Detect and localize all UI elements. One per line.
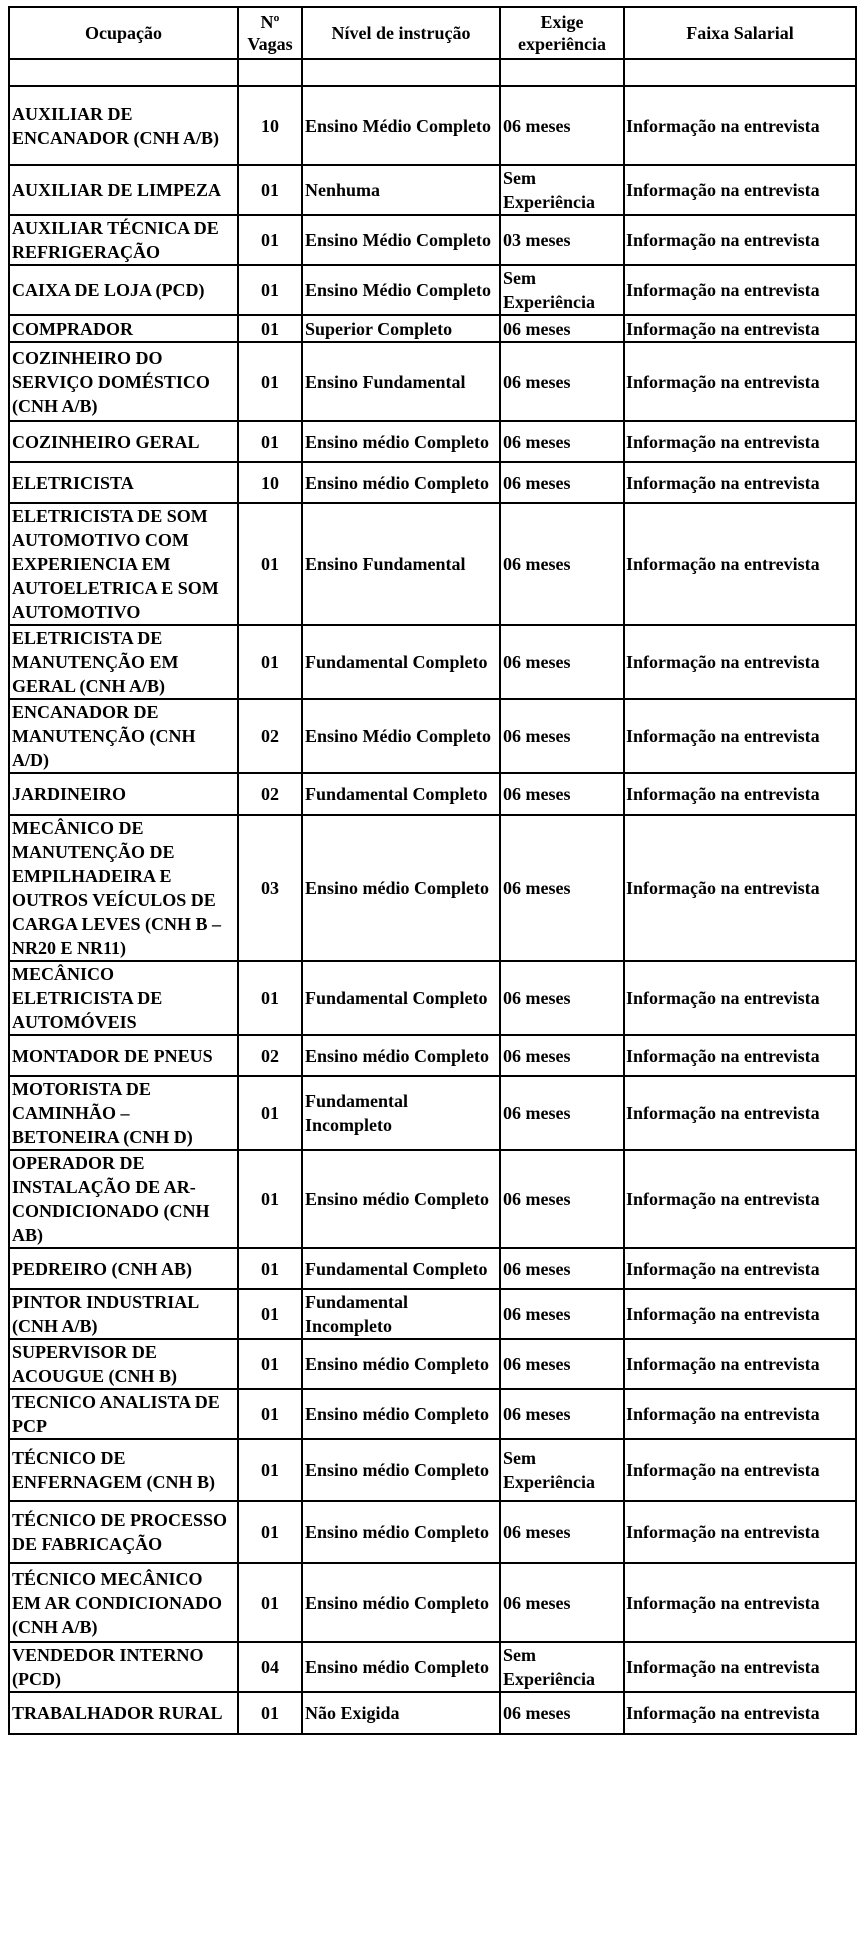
cell-vagas: 01 xyxy=(238,625,302,699)
cell-salario: Informação na entrevista xyxy=(624,1439,856,1501)
cell-experiencia: 06 meses xyxy=(500,86,624,165)
cell-ocupacao: MOTORISTA DE CAMINHÃO – BETONEIRA (CNH D) xyxy=(9,1076,238,1150)
cell-ocupacao: VENDEDOR INTERNO (PCD) xyxy=(9,1642,238,1692)
header-salario: Faixa Salarial xyxy=(624,7,856,59)
cell-ocupacao: TECNICO ANALISTA DE PCP xyxy=(9,1389,238,1439)
cell-vagas: 02 xyxy=(238,699,302,773)
table-row xyxy=(9,1289,856,1339)
cell-nivel: Ensino Médio Completo xyxy=(302,86,500,165)
cell-salario: Informação na entrevista xyxy=(624,1563,856,1642)
cell-salario: Informação na entrevista xyxy=(624,699,856,773)
blank-row xyxy=(9,59,856,86)
cell-nivel: Ensino médio Completo xyxy=(302,1389,500,1439)
cell-vagas: 01 xyxy=(238,215,302,265)
table-row xyxy=(9,165,856,215)
cell-experiencia: 06 meses xyxy=(500,773,624,815)
cell-experiencia: 06 meses xyxy=(500,1563,624,1642)
cell-salario: Informação na entrevista xyxy=(624,773,856,815)
table-row xyxy=(9,462,856,503)
cell-nivel: Ensino médio Completo xyxy=(302,1150,500,1248)
cell-experiencia: 06 meses xyxy=(500,1150,624,1248)
cell-vagas: 10 xyxy=(238,462,302,503)
blank-cell xyxy=(302,59,500,86)
cell-experiencia: Sem Experiência xyxy=(500,1642,624,1692)
cell-experiencia: 06 meses xyxy=(500,815,624,961)
cell-experiencia: 06 meses xyxy=(500,1035,624,1076)
cell-ocupacao: ELETRICISTA xyxy=(9,462,238,503)
cell-experiencia: 06 meses xyxy=(500,315,624,342)
header-vagas: Nº Vagas xyxy=(238,7,302,59)
cell-nivel: Ensino Fundamental xyxy=(302,342,500,421)
cell-ocupacao: MECÂNICO ELETRICISTA DE AUTOMÓVEIS xyxy=(9,961,238,1035)
cell-ocupacao: AUXILIAR DE ENCANADOR (CNH A/B) xyxy=(9,86,238,165)
table-row xyxy=(9,1692,856,1734)
cell-nivel: Ensino médio Completo xyxy=(302,1439,500,1501)
table-row xyxy=(9,215,856,265)
cell-vagas: 02 xyxy=(238,773,302,815)
table-row xyxy=(9,1439,856,1501)
cell-salario: Informação na entrevista xyxy=(624,961,856,1035)
cell-experiencia: Sem Experiência xyxy=(500,165,624,215)
cell-nivel: Ensino Médio Completo xyxy=(302,265,500,315)
cell-experiencia: 06 meses xyxy=(500,1289,624,1339)
cell-experiencia: 06 meses xyxy=(500,1248,624,1289)
cell-experiencia: 06 meses xyxy=(500,625,624,699)
cell-nivel: Ensino Médio Completo xyxy=(302,215,500,265)
cell-vagas: 01 xyxy=(238,165,302,215)
cell-salario: Informação na entrevista xyxy=(624,265,856,315)
cell-ocupacao: ELETRICISTA DE MANUTENÇÃO EM GERAL (CNH A/B) xyxy=(9,625,238,699)
cell-experiencia: 06 meses xyxy=(500,1692,624,1734)
table-row xyxy=(9,315,856,342)
cell-nivel: Nenhuma xyxy=(302,165,500,215)
cell-ocupacao: TÉCNICO MECÂNICO EM AR CONDICIONADO (CNH A/B) xyxy=(9,1563,238,1642)
cell-vagas: 02 xyxy=(238,1035,302,1076)
cell-nivel: Fundamental Completo xyxy=(302,625,500,699)
cell-ocupacao: JARDINEIRO xyxy=(9,773,238,815)
cell-vagas: 01 xyxy=(238,315,302,342)
header-nivel: Nível de instrução xyxy=(302,7,500,59)
cell-nivel: Ensino médio Completo xyxy=(302,1642,500,1692)
cell-salario: Informação na entrevista xyxy=(624,165,856,215)
table-row xyxy=(9,1501,856,1563)
table-row xyxy=(9,1076,856,1150)
cell-experiencia: 06 meses xyxy=(500,421,624,462)
cell-ocupacao: COZINHEIRO GERAL xyxy=(9,421,238,462)
table-row xyxy=(9,1642,856,1692)
cell-experiencia: 06 meses xyxy=(500,699,624,773)
cell-nivel: Ensino médio Completo xyxy=(302,421,500,462)
cell-ocupacao: ENCANADOR DE MANUTENÇÃO (CNH A/D) xyxy=(9,699,238,773)
cell-salario: Informação na entrevista xyxy=(624,1248,856,1289)
cell-nivel: Fundamental Incompleto xyxy=(302,1289,500,1339)
cell-salario: Informação na entrevista xyxy=(624,1389,856,1439)
cell-ocupacao: COMPRADOR xyxy=(9,315,238,342)
table-row xyxy=(9,503,856,625)
table-row xyxy=(9,86,856,165)
cell-salario: Informação na entrevista xyxy=(624,421,856,462)
cell-vagas: 01 xyxy=(238,1563,302,1642)
cell-experiencia: 06 meses xyxy=(500,1389,624,1439)
cell-ocupacao: PEDREIRO (CNH AB) xyxy=(9,1248,238,1289)
cell-nivel: Fundamental Completo xyxy=(302,1248,500,1289)
table-row xyxy=(9,961,856,1035)
cell-vagas: 01 xyxy=(238,1389,302,1439)
cell-experiencia: 03 meses xyxy=(500,215,624,265)
header-experiencia: Exige experiência xyxy=(500,7,624,59)
table-row xyxy=(9,265,856,315)
cell-nivel: Fundamental Completo xyxy=(302,773,500,815)
cell-experiencia: 06 meses xyxy=(500,503,624,625)
cell-vagas: 01 xyxy=(238,961,302,1035)
cell-salario: Informação na entrevista xyxy=(624,625,856,699)
cell-ocupacao: TÉCNICO DE ENFERNAGEM (CNH B) xyxy=(9,1439,238,1501)
cell-vagas: 01 xyxy=(238,1439,302,1501)
cell-vagas: 01 xyxy=(238,1289,302,1339)
cell-experiencia: 06 meses xyxy=(500,462,624,503)
table-header-row xyxy=(9,7,856,59)
table-row xyxy=(9,1248,856,1289)
cell-experiencia: 06 meses xyxy=(500,1501,624,1563)
cell-nivel: Superior Completo xyxy=(302,315,500,342)
cell-ocupacao: SUPERVISOR DE ACOUGUE (CNH B) xyxy=(9,1339,238,1389)
cell-vagas: 01 xyxy=(238,342,302,421)
table-row xyxy=(9,1389,856,1439)
cell-nivel: Ensino médio Completo xyxy=(302,1339,500,1389)
cell-experiencia: 06 meses xyxy=(500,1076,624,1150)
cell-salario: Informação na entrevista xyxy=(624,86,856,165)
cell-ocupacao: AUXILIAR DE LIMPEZA xyxy=(9,165,238,215)
cell-experiencia: Sem Experiência xyxy=(500,1439,624,1501)
table-row xyxy=(9,1563,856,1642)
cell-ocupacao: CAIXA DE LOJA (PCD) xyxy=(9,265,238,315)
header-ocupacao: Ocupação xyxy=(9,7,238,59)
cell-salario: Informação na entrevista xyxy=(624,1035,856,1076)
cell-ocupacao: MECÂNICO DE MANUTENÇÃO DE EMPILHADEIRA E OUTROS VEÍCULOS DE CARGA LEVES (CNH B – NR20 E NR11) xyxy=(9,815,238,961)
blank-cell xyxy=(9,59,238,86)
cell-salario: Informação na entrevista xyxy=(624,503,856,625)
cell-ocupacao: TRABALHADOR RURAL xyxy=(9,1692,238,1734)
blank-cell xyxy=(500,59,624,86)
cell-nivel: Ensino médio Completo xyxy=(302,1563,500,1642)
table-row xyxy=(9,815,856,961)
cell-ocupacao: ELETRICISTA DE SOM AUTOMOTIVO COM EXPERIENCIA EM AUTOELETRICA E SOM AUTOMOTIVO xyxy=(9,503,238,625)
job-openings-table xyxy=(8,6,857,1735)
cell-nivel: Ensino médio Completo xyxy=(302,1501,500,1563)
cell-nivel: Ensino médio Completo xyxy=(302,1035,500,1076)
cell-vagas: 01 xyxy=(238,503,302,625)
cell-salario: Informação na entrevista xyxy=(624,1642,856,1692)
blank-cell xyxy=(624,59,856,86)
cell-nivel: Ensino médio Completo xyxy=(302,815,500,961)
table-row xyxy=(9,421,856,462)
blank-cell xyxy=(238,59,302,86)
cell-salario: Informação na entrevista xyxy=(624,462,856,503)
cell-salario: Informação na entrevista xyxy=(624,815,856,961)
cell-ocupacao: AUXILIAR TÉCNICA DE REFRIGERAÇÃO xyxy=(9,215,238,265)
cell-vagas: 01 xyxy=(238,1692,302,1734)
cell-ocupacao: PINTOR INDUSTRIAL (CNH A/B) xyxy=(9,1289,238,1339)
cell-experiencia: 06 meses xyxy=(500,342,624,421)
cell-vagas: 01 xyxy=(238,1076,302,1150)
cell-salario: Informação na entrevista xyxy=(624,1501,856,1563)
cell-experiencia: 06 meses xyxy=(500,1339,624,1389)
cell-nivel: Fundamental Completo xyxy=(302,961,500,1035)
cell-salario: Informação na entrevista xyxy=(624,315,856,342)
cell-vagas: 01 xyxy=(238,265,302,315)
cell-ocupacao: TÉCNICO DE PROCESSO DE FABRICAÇÃO xyxy=(9,1501,238,1563)
cell-salario: Informação na entrevista xyxy=(624,1150,856,1248)
table-row xyxy=(9,1150,856,1248)
table-row xyxy=(9,773,856,815)
cell-salario: Informação na entrevista xyxy=(624,342,856,421)
table-row xyxy=(9,342,856,421)
cell-salario: Informação na entrevista xyxy=(624,215,856,265)
cell-nivel: Não Exigida xyxy=(302,1692,500,1734)
cell-vagas: 10 xyxy=(238,86,302,165)
cell-nivel: Fundamental Incompleto xyxy=(302,1076,500,1150)
table-row xyxy=(9,625,856,699)
cell-salario: Informação na entrevista xyxy=(624,1076,856,1150)
cell-experiencia: 06 meses xyxy=(500,961,624,1035)
cell-salario: Informação na entrevista xyxy=(624,1339,856,1389)
table-row xyxy=(9,1339,856,1389)
cell-vagas: 01 xyxy=(238,1248,302,1289)
cell-vagas: 01 xyxy=(238,1150,302,1248)
cell-salario: Informação na entrevista xyxy=(624,1289,856,1339)
cell-vagas: 01 xyxy=(238,1501,302,1563)
job-table-wrapper xyxy=(8,6,857,1735)
cell-salario: Informação na entrevista xyxy=(624,1692,856,1734)
cell-nivel: Ensino Médio Completo xyxy=(302,699,500,773)
table-row xyxy=(9,1035,856,1076)
cell-ocupacao: COZINHEIRO DO SERVIÇO DOMÉSTICO (CNH A/B) xyxy=(9,342,238,421)
cell-nivel: Ensino Fundamental xyxy=(302,503,500,625)
cell-vagas: 01 xyxy=(238,421,302,462)
cell-vagas: 01 xyxy=(238,1339,302,1389)
cell-vagas: 04 xyxy=(238,1642,302,1692)
cell-ocupacao: OPERADOR DE INSTALAÇÃO DE AR-CONDICIONADO (CNH AB) xyxy=(9,1150,238,1248)
cell-experiencia: Sem Experiência xyxy=(500,265,624,315)
cell-vagas: 03 xyxy=(238,815,302,961)
cell-ocupacao: MONTADOR DE PNEUS xyxy=(9,1035,238,1076)
cell-nivel: Ensino médio Completo xyxy=(302,462,500,503)
table-row xyxy=(9,699,856,773)
